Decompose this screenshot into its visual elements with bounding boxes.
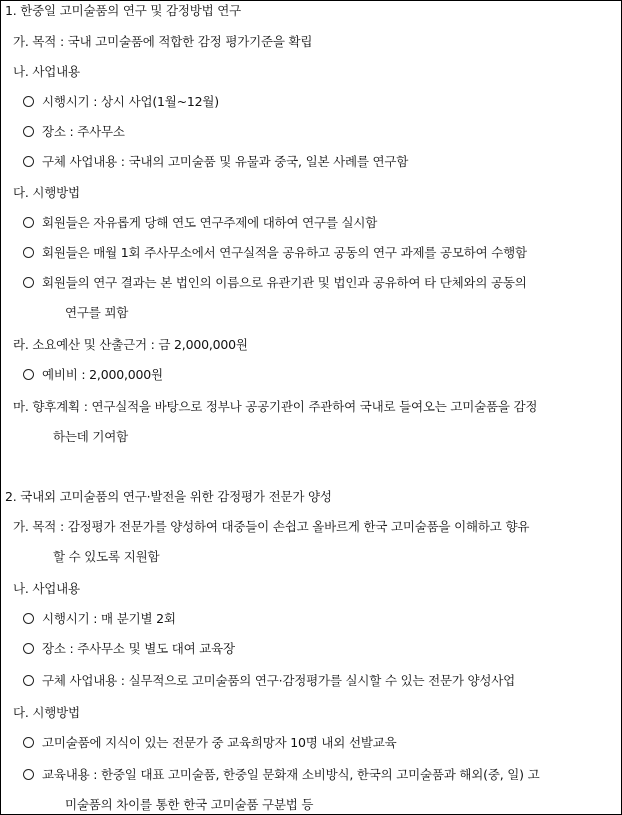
section-2-method-item: 고미술품에 지식이 있는 전문가 중 교육희망자 10명 내외 선발교육 [23, 735, 396, 751]
circle-bullet-icon [23, 369, 34, 380]
section-1-budget: 라. 소요예산 및 산출근거 : 금 2,000,000원 [13, 337, 248, 352]
circle-bullet-icon [23, 277, 34, 288]
section-2-method-item-continued: 미술품의 차이를 통한 한국 고미술품 구분법 등 [65, 797, 314, 812]
section-2-content-item: 시행시기 : 매 분기별 2회 [23, 611, 176, 627]
section-2-content-heading: 나. 사업내용 [13, 581, 80, 596]
section-1-future-plan: 마. 향후계획 : 연구실적을 바탕으로 정부나 공공기관이 주관하여 국내로 들여오는 고미술품을 감정 [13, 399, 538, 414]
section-1-method-item: 회원들은 매월 1회 주사무소에서 연구실적을 공유하고 공동의 연구 과제를 공모하여 수행함 [23, 245, 527, 261]
circle-bullet-icon [23, 217, 34, 228]
circle-bullet-icon [23, 156, 34, 167]
section-1-budget-item: 예비비 : 2,000,000원 [23, 367, 163, 383]
circle-bullet-icon [23, 126, 34, 137]
section-2-method-heading: 다. 시행방법 [13, 705, 80, 720]
circle-bullet-icon [23, 737, 34, 748]
circle-bullet-icon [23, 675, 34, 686]
section-1-content-heading: 나. 사업내용 [13, 64, 80, 79]
section-2-purpose-continued: 할 수 있도록 지원함 [53, 549, 160, 564]
section-2-method-item: 교육내용 : 한중일 대표 고미술품, 한중일 문화재 소비방식, 한국의 고미술품과 해외(중, 일) 고 [23, 767, 539, 783]
section-1-method-item: 회원들의 연구 결과는 본 법인의 이름으로 유관기관 및 법인과 공유하여 타 단체와의 공동의 [23, 275, 527, 291]
section-1-method-item: 회원들은 자유롭게 당해 연도 연구주제에 대하여 연구를 실시함 [23, 215, 377, 231]
circle-bullet-icon [23, 643, 34, 654]
section-1-purpose: 가. 목적 : 국내 고미술품에 적합한 감정 평가기준을 확립 [13, 34, 313, 49]
section-2-content-item: 장소 : 주사무소 및 별도 대여 교육장 [23, 641, 235, 657]
section-2-content-item: 구체 사업내용 : 실무적으로 고미술품의 연구·감정평가를 실시할 수 있는 전문가 양성사업 [23, 673, 515, 689]
section-2-purpose: 가. 목적 : 감정평가 전문가를 양성하여 대중들이 손쉽고 올바르게 한국 고미술품을 이해하고 향유 [13, 519, 530, 534]
section-1-content-item: 장소 : 주사무소 [23, 124, 125, 140]
circle-bullet-icon [23, 247, 34, 258]
circle-bullet-icon [23, 613, 34, 624]
section-1-content-item: 구체 사업내용 : 국내의 고미술품 및 유물과 중국, 일본 사례를 연구함 [23, 154, 408, 170]
section-1-method-heading: 다. 시행방법 [13, 185, 80, 200]
circle-bullet-icon [23, 769, 34, 780]
section-1-method-item-continued: 연구를 꾀함 [65, 305, 129, 320]
section-1-content-item: 시행시기 : 상시 사업(1월~12월) [23, 94, 219, 110]
section-1-future-plan-continued: 하는데 기여함 [53, 429, 129, 444]
section-2-heading: 2. 국내외 고미술품의 연구·발전을 위한 감정평가 전문가 양성 [5, 489, 332, 504]
circle-bullet-icon [23, 96, 34, 107]
section-1-heading: 1. 한중일 고미술품의 연구 및 감정방법 연구 [5, 3, 242, 18]
